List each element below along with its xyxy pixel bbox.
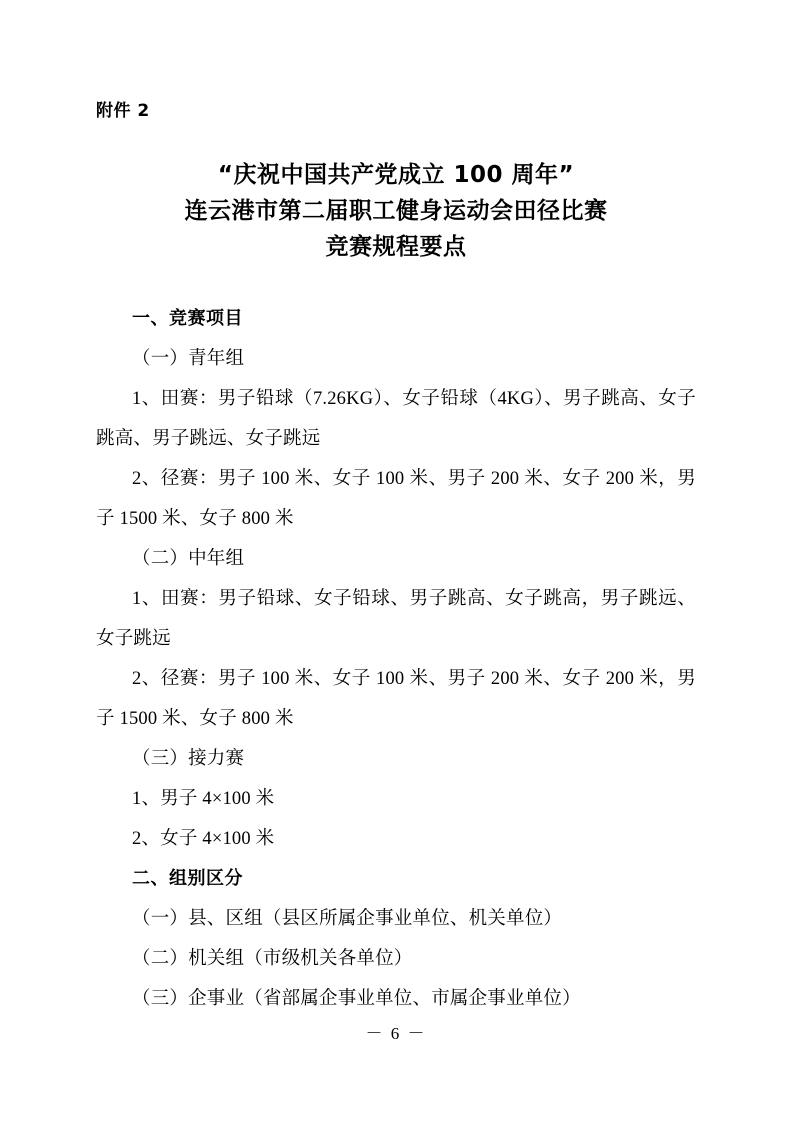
attachment-label: 附件 2 [96, 101, 150, 121]
section-heading: 二、组别区分 [132, 868, 243, 889]
paragraph: （三）接力赛 [132, 749, 245, 769]
paragraph: 2、径赛：男子 100 米、女子 100 米、男子 200 米、女子 200 米，男子 1500 米、女子 800 米 [96, 469, 696, 529]
section-heading: 一、竞赛项目 [132, 308, 243, 329]
paragraph: 1、男子 4×100 米 [132, 789, 275, 809]
paragraph: （二）机关组（市级机关各单位） [132, 949, 413, 969]
document-title [96, 157, 696, 265]
document-title-line-2: 连云港市第二届职工健身运动会田径比赛 [184, 198, 608, 224]
paragraph: 1、田赛：男子铅球、女子铅球、男子跳高、女子跳高，男子跳远、女子跳远 [96, 589, 696, 649]
page-number: － 6 － [365, 1024, 427, 1043]
document-title-line-1: “庆祝中国共产党成立 100 周年” [217, 162, 575, 188]
paragraph: （二）中年组 [132, 549, 245, 569]
paragraph: 2、径赛：男子 100 米、女子 100 米、男子 200 米、女子 200 米，男子 1500 米、女子 800 米 [96, 669, 696, 729]
paragraph: 2、女子 4×100 米 [132, 829, 275, 849]
paragraph: （三）企事业（省部属企事业单位、市属企事业单位） [132, 989, 581, 1009]
paragraph: （一）县、区组（县区所属企事业单位、机关单位） [132, 909, 563, 929]
section-competition-events [96, 299, 696, 859]
document-title-line-3: 竞赛规程要点 [325, 234, 467, 260]
section-group-division [96, 859, 696, 1019]
paragraph: （一）青年组 [132, 349, 245, 369]
paragraph: 1、田赛：男子铅球（7.26KG）、女子铅球（4KG）、男子跳高、女子跳高、男子跳远、女子跳远 [96, 389, 696, 449]
